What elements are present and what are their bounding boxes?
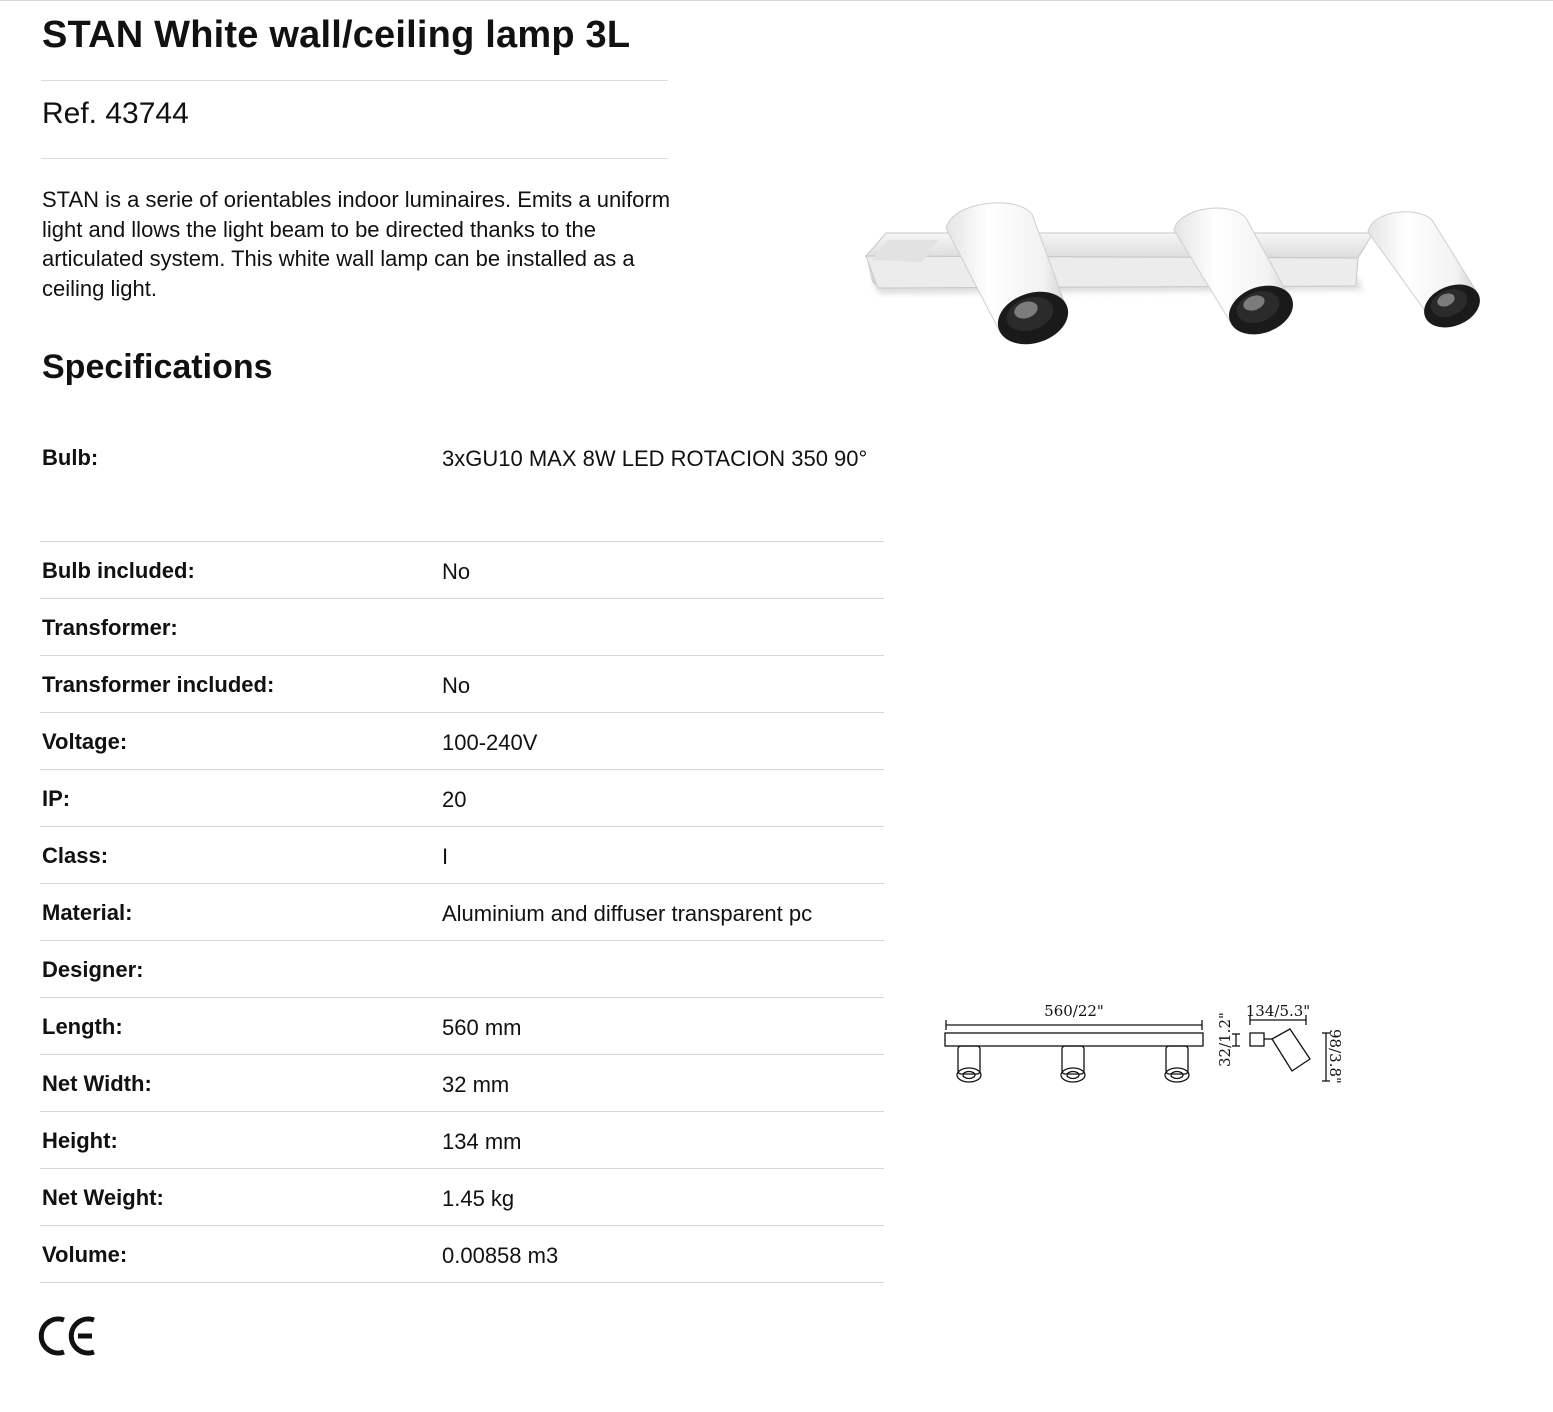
ce-mark [38, 1312, 100, 1360]
spec-row-volume [40, 1226, 884, 1283]
spec-label: Bulb: [42, 445, 99, 470]
dimension-drawing [938, 995, 1348, 1095]
spec-row-height [40, 1112, 884, 1169]
spec-row-net-weight [40, 1169, 884, 1226]
spec-row-ip [40, 770, 884, 827]
top-divider [0, 0, 1553, 1]
spec-label: Designer: [42, 957, 144, 982]
spec-value: 560 mm [442, 1015, 522, 1040]
spec-value: 32 mm [442, 1072, 510, 1097]
spec-value: No [442, 559, 471, 584]
specifications-table [40, 428, 884, 1283]
spec-label: Transformer: [42, 615, 178, 640]
spec-row-length [40, 998, 884, 1055]
spec-value: 3xGU10 MAX 8W LED ROTACION 350 90° [442, 446, 868, 471]
spec-value: I [442, 844, 449, 869]
spec-row-bulb [40, 428, 884, 542]
product-title: STAN White wall/ceiling lamp 3L [42, 14, 631, 56]
spec-label: Bulb included: [42, 558, 195, 583]
spec-row-transformer [40, 599, 884, 656]
spec-label: Class: [42, 843, 109, 868]
spec-label: Height: [42, 1128, 118, 1153]
specifications-heading: Specifications [42, 348, 273, 386]
spec-label: Length: [42, 1014, 123, 1039]
spec-row-net-width [40, 1055, 884, 1112]
spec-row-designer [40, 941, 884, 998]
title-divider [41, 80, 668, 81]
length-dimension-label: 560/22" [1044, 1002, 1104, 1020]
spec-label: Net Weight: [42, 1185, 164, 1210]
spec-value: 1.45 kg [442, 1186, 515, 1211]
spec-label: Material: [42, 900, 133, 925]
spec-row-transformer-included [40, 656, 884, 713]
product-description: STAN is a serie of orientables indoor luminaires. Emits a uniform light and llows the light beam to be directed thanks to the articulated system. This white wall lamp can be installed as a ceiling light. [42, 187, 671, 301]
spec-label: Net Width: [42, 1071, 152, 1096]
spec-row-material [40, 884, 884, 941]
spec-label: IP: [42, 786, 71, 811]
height-dimension-label: 134/5.3" [1245, 1002, 1311, 1020]
spec-label: Voltage: [42, 729, 128, 754]
width-dimension-label: 32/1.2" [1216, 1012, 1234, 1067]
spec-value: 0.00858 m3 [442, 1243, 559, 1268]
spec-value: 134 mm [442, 1129, 522, 1154]
depth-dimension-label: 98/3.8" [1326, 1029, 1344, 1084]
spec-value: No [442, 673, 471, 698]
spec-value: Aluminium and diffuser transparent pc [442, 901, 813, 926]
product-reference: Ref. 43744 [42, 97, 189, 130]
spec-row-voltage [40, 713, 884, 770]
spec-label: Volume: [42, 1242, 128, 1267]
spec-value: 20 [442, 787, 467, 812]
spec-row-bulb-included [40, 542, 884, 599]
spot-3 [1368, 212, 1486, 336]
spec-label: Transformer included: [42, 672, 275, 697]
spec-row-class [40, 827, 884, 884]
reference-divider [41, 158, 668, 159]
spec-value: 100-240V [442, 730, 538, 755]
product-photo [858, 190, 1488, 360]
